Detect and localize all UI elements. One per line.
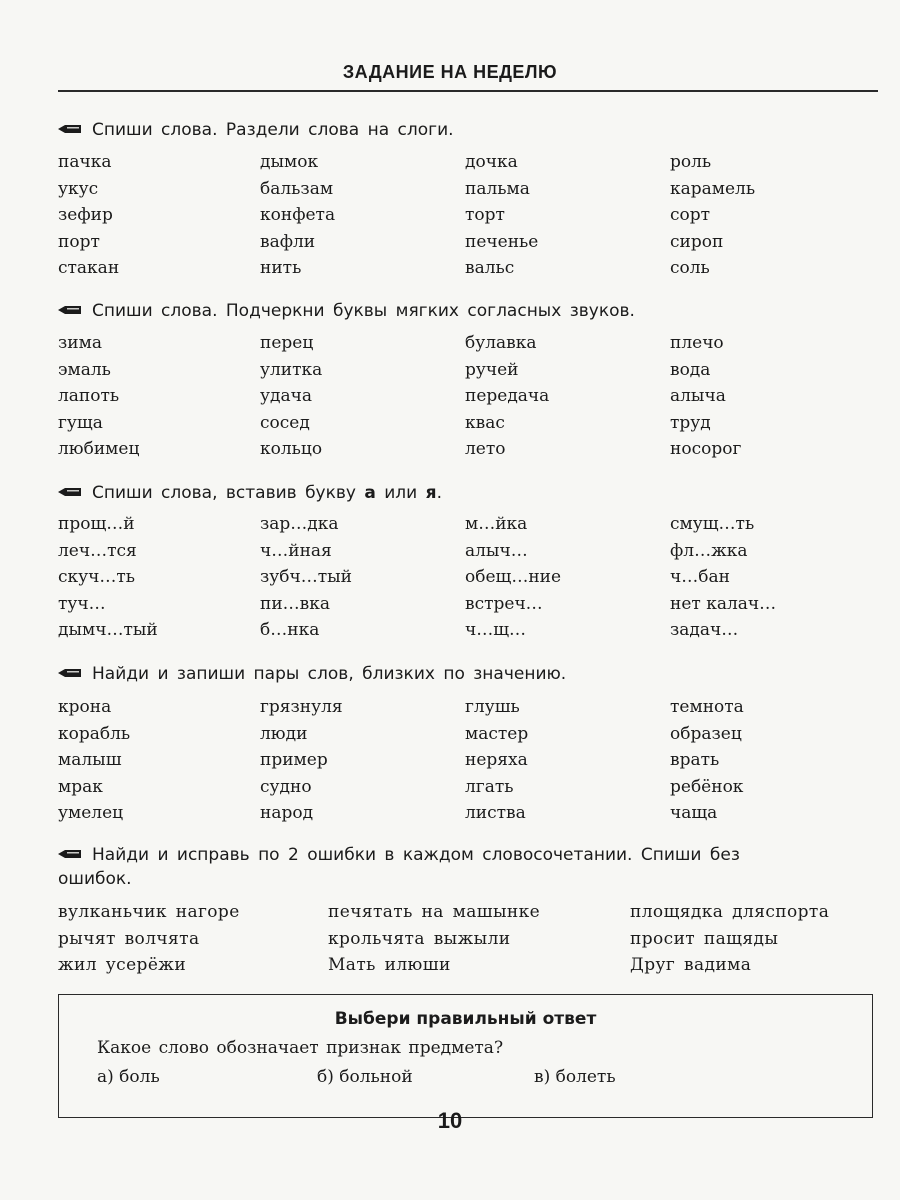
- letter-ya: я: [425, 483, 437, 503]
- page-title: ЗАДАНИЕ НА НЕДЕЛЮ: [342, 62, 558, 82]
- word-cell: туч…: [58, 593, 106, 614]
- table-row: [58, 929, 878, 956]
- word-cell: мрак: [58, 776, 103, 797]
- word-cell: любимец: [58, 439, 140, 460]
- word-cell: мастер: [465, 723, 529, 744]
- word-cell: ч…йная: [260, 540, 332, 561]
- table-row: [58, 541, 878, 568]
- phrase-cell: жил усерёжи: [58, 955, 187, 976]
- word-cell: квас: [465, 412, 505, 433]
- word-cell: вафли: [260, 231, 316, 252]
- word-cell: скуч…ть: [58, 567, 136, 588]
- pencil-icon: [58, 305, 84, 315]
- task-4-text: Найди и запиши пары слов, близких по значению.: [92, 664, 567, 684]
- word-cell: чаща: [670, 803, 718, 824]
- word-cell: передача: [465, 386, 550, 407]
- word-cell: нить: [260, 258, 302, 279]
- phrase-cell: Мать илюши: [328, 955, 451, 976]
- word-cell: плечо: [670, 333, 724, 353]
- table-row: [58, 258, 878, 285]
- word-cell: соль: [670, 258, 710, 279]
- phrase-cell: площядка дляспорта: [630, 902, 830, 922]
- word-cell: темнота: [670, 697, 744, 717]
- word-cell: зубч…тый: [260, 567, 353, 588]
- word-cell: зефир: [58, 205, 113, 226]
- word-cell: б…нка: [260, 620, 320, 641]
- word-cell: порт: [58, 231, 100, 252]
- word-cell: корабль: [58, 723, 131, 744]
- pencil-icon: [58, 668, 84, 678]
- task-1-text: Спиши слова. Раздели слова на слоги.: [92, 120, 454, 140]
- answer-option-c[interactable]: в) болеть: [534, 1067, 616, 1087]
- task-5-text: Найди и исправь по 2 ошибки в каждом словосочетании. Спиши без: [92, 845, 740, 865]
- task-5-instruction: [58, 843, 878, 891]
- table-row: [58, 955, 878, 982]
- task-2-instruction: [58, 299, 878, 323]
- table-row: [58, 594, 878, 621]
- word-cell: стакан: [58, 258, 120, 279]
- word-cell: листва: [465, 803, 526, 824]
- task-2-text: Спиши слова. Подчеркни буквы мягких согласных звуков.: [92, 301, 635, 321]
- word-cell: фл…жка: [670, 540, 748, 561]
- header-divider: [58, 90, 878, 92]
- table-row: [58, 439, 878, 466]
- word-cell: булавка: [465, 333, 537, 353]
- task-3-text: Спиши слова, вставив букву: [92, 483, 365, 503]
- word-cell: перец: [260, 333, 314, 353]
- phrase-cell: печятать на машынке: [328, 902, 541, 922]
- word-cell: вальс: [465, 258, 515, 279]
- word-cell: торт: [465, 205, 505, 226]
- word-cell: судно: [260, 776, 312, 797]
- word-cell: леч…тся: [58, 540, 137, 561]
- answer-option-a[interactable]: а) боль: [97, 1067, 160, 1087]
- word-cell: улитка: [260, 359, 323, 380]
- word-cell: ч…щ…: [465, 620, 527, 641]
- table-row: [58, 413, 878, 440]
- task-3-instruction: [58, 481, 878, 505]
- word-cell: конфета: [260, 205, 336, 226]
- pencil-icon: [58, 849, 84, 859]
- table-row: [58, 724, 878, 751]
- page-number: 10: [437, 1108, 463, 1133]
- pencil-icon: [58, 487, 84, 497]
- table-row: [58, 750, 878, 777]
- word-cell: народ: [260, 803, 314, 824]
- word-cell: карамель: [670, 178, 756, 199]
- pencil-icon: [58, 124, 84, 134]
- phrase-cell: крольчята выжыли: [328, 928, 511, 949]
- word-cell: ч…бан: [670, 567, 730, 588]
- word-cell: неряха: [465, 750, 528, 771]
- task-5-phrase-grid: [58, 902, 878, 982]
- task-2-word-grid: [58, 333, 878, 466]
- task-3-word-grid: [58, 514, 878, 647]
- phrase-cell: рычят волчята: [58, 928, 200, 949]
- word-cell: врать: [670, 750, 720, 771]
- task-4-instruction: [58, 662, 878, 686]
- phrase-cell: Друг вадима: [630, 955, 752, 976]
- table-row: [58, 902, 878, 929]
- task-1-word-grid: [58, 152, 878, 285]
- task-3-text-mid: или: [375, 483, 426, 503]
- word-cell: задач…: [670, 620, 739, 641]
- word-cell: печенье: [465, 231, 539, 252]
- table-row: [58, 179, 878, 206]
- choose-answer-box: [58, 994, 873, 1118]
- word-cell: зима: [58, 333, 102, 353]
- word-cell: роль: [670, 152, 712, 172]
- table-row: [58, 620, 878, 647]
- word-cell: сосед: [260, 412, 310, 433]
- table-row: [58, 803, 878, 830]
- word-cell: дочка: [465, 152, 518, 172]
- word-cell: алыч…: [465, 540, 528, 561]
- word-cell: укус: [58, 178, 99, 199]
- answer-option-b[interactable]: б) больной: [317, 1067, 413, 1087]
- word-cell: встреч…: [465, 593, 543, 614]
- word-cell: дымч…тый: [58, 620, 158, 641]
- table-row: [58, 333, 878, 360]
- answer-box-title: Выбери правильный ответ: [334, 1009, 597, 1029]
- word-cell: обещ…ние: [465, 567, 562, 588]
- word-cell: пример: [260, 750, 328, 771]
- word-cell: ручей: [465, 359, 519, 380]
- table-row: [58, 777, 878, 804]
- table-row: [58, 567, 878, 594]
- table-row: [58, 152, 878, 179]
- word-cell: смущ…ть: [670, 514, 755, 534]
- task-3-text-end: .: [436, 483, 442, 503]
- task-1-instruction: [58, 118, 878, 142]
- word-cell: бальзам: [260, 178, 334, 199]
- task-4-word-grid: [58, 697, 878, 830]
- word-cell: алыча: [670, 386, 726, 407]
- word-cell: вода: [670, 359, 711, 380]
- word-cell: пи…вка: [260, 593, 330, 614]
- word-cell: сироп: [670, 231, 724, 252]
- word-cell: м…йка: [465, 514, 528, 534]
- word-cell: крона: [58, 697, 112, 717]
- word-cell: сорт: [670, 205, 711, 226]
- phrase-cell: вулканьчик нагоре: [58, 902, 240, 922]
- word-cell: гуща: [58, 412, 103, 433]
- word-cell: образец: [670, 723, 742, 744]
- table-row: [58, 232, 878, 259]
- word-cell: нет калач…: [670, 593, 777, 614]
- task-5-text-line2: ошибок.: [58, 869, 132, 889]
- word-cell: пальма: [465, 178, 530, 199]
- answer-question: Какое слово обозначает признак предмета?: [97, 1038, 504, 1058]
- word-cell: прощ…й: [58, 514, 135, 534]
- table-row: [58, 386, 878, 413]
- word-cell: удача: [260, 386, 312, 407]
- word-cell: труд: [670, 412, 711, 433]
- word-cell: кольцо: [260, 439, 323, 460]
- word-cell: глушь: [465, 697, 520, 717]
- table-row: [58, 697, 878, 724]
- letter-a: а: [364, 483, 376, 503]
- word-cell: ребёнок: [670, 776, 744, 797]
- table-row: [58, 205, 878, 232]
- word-cell: лгать: [465, 776, 514, 797]
- table-row: [58, 514, 878, 541]
- word-cell: люди: [260, 723, 308, 744]
- word-cell: эмаль: [58, 359, 111, 380]
- word-cell: зар…дка: [260, 514, 339, 534]
- word-cell: грязнуля: [260, 697, 343, 717]
- word-cell: лапоть: [58, 386, 120, 407]
- word-cell: дымок: [260, 152, 319, 172]
- word-cell: умелец: [58, 803, 124, 824]
- phrase-cell: просит пащяды: [630, 928, 779, 949]
- word-cell: носорог: [670, 439, 742, 460]
- word-cell: малыш: [58, 750, 122, 771]
- word-cell: лето: [465, 439, 506, 460]
- word-cell: пачка: [58, 152, 112, 172]
- table-row: [58, 360, 878, 387]
